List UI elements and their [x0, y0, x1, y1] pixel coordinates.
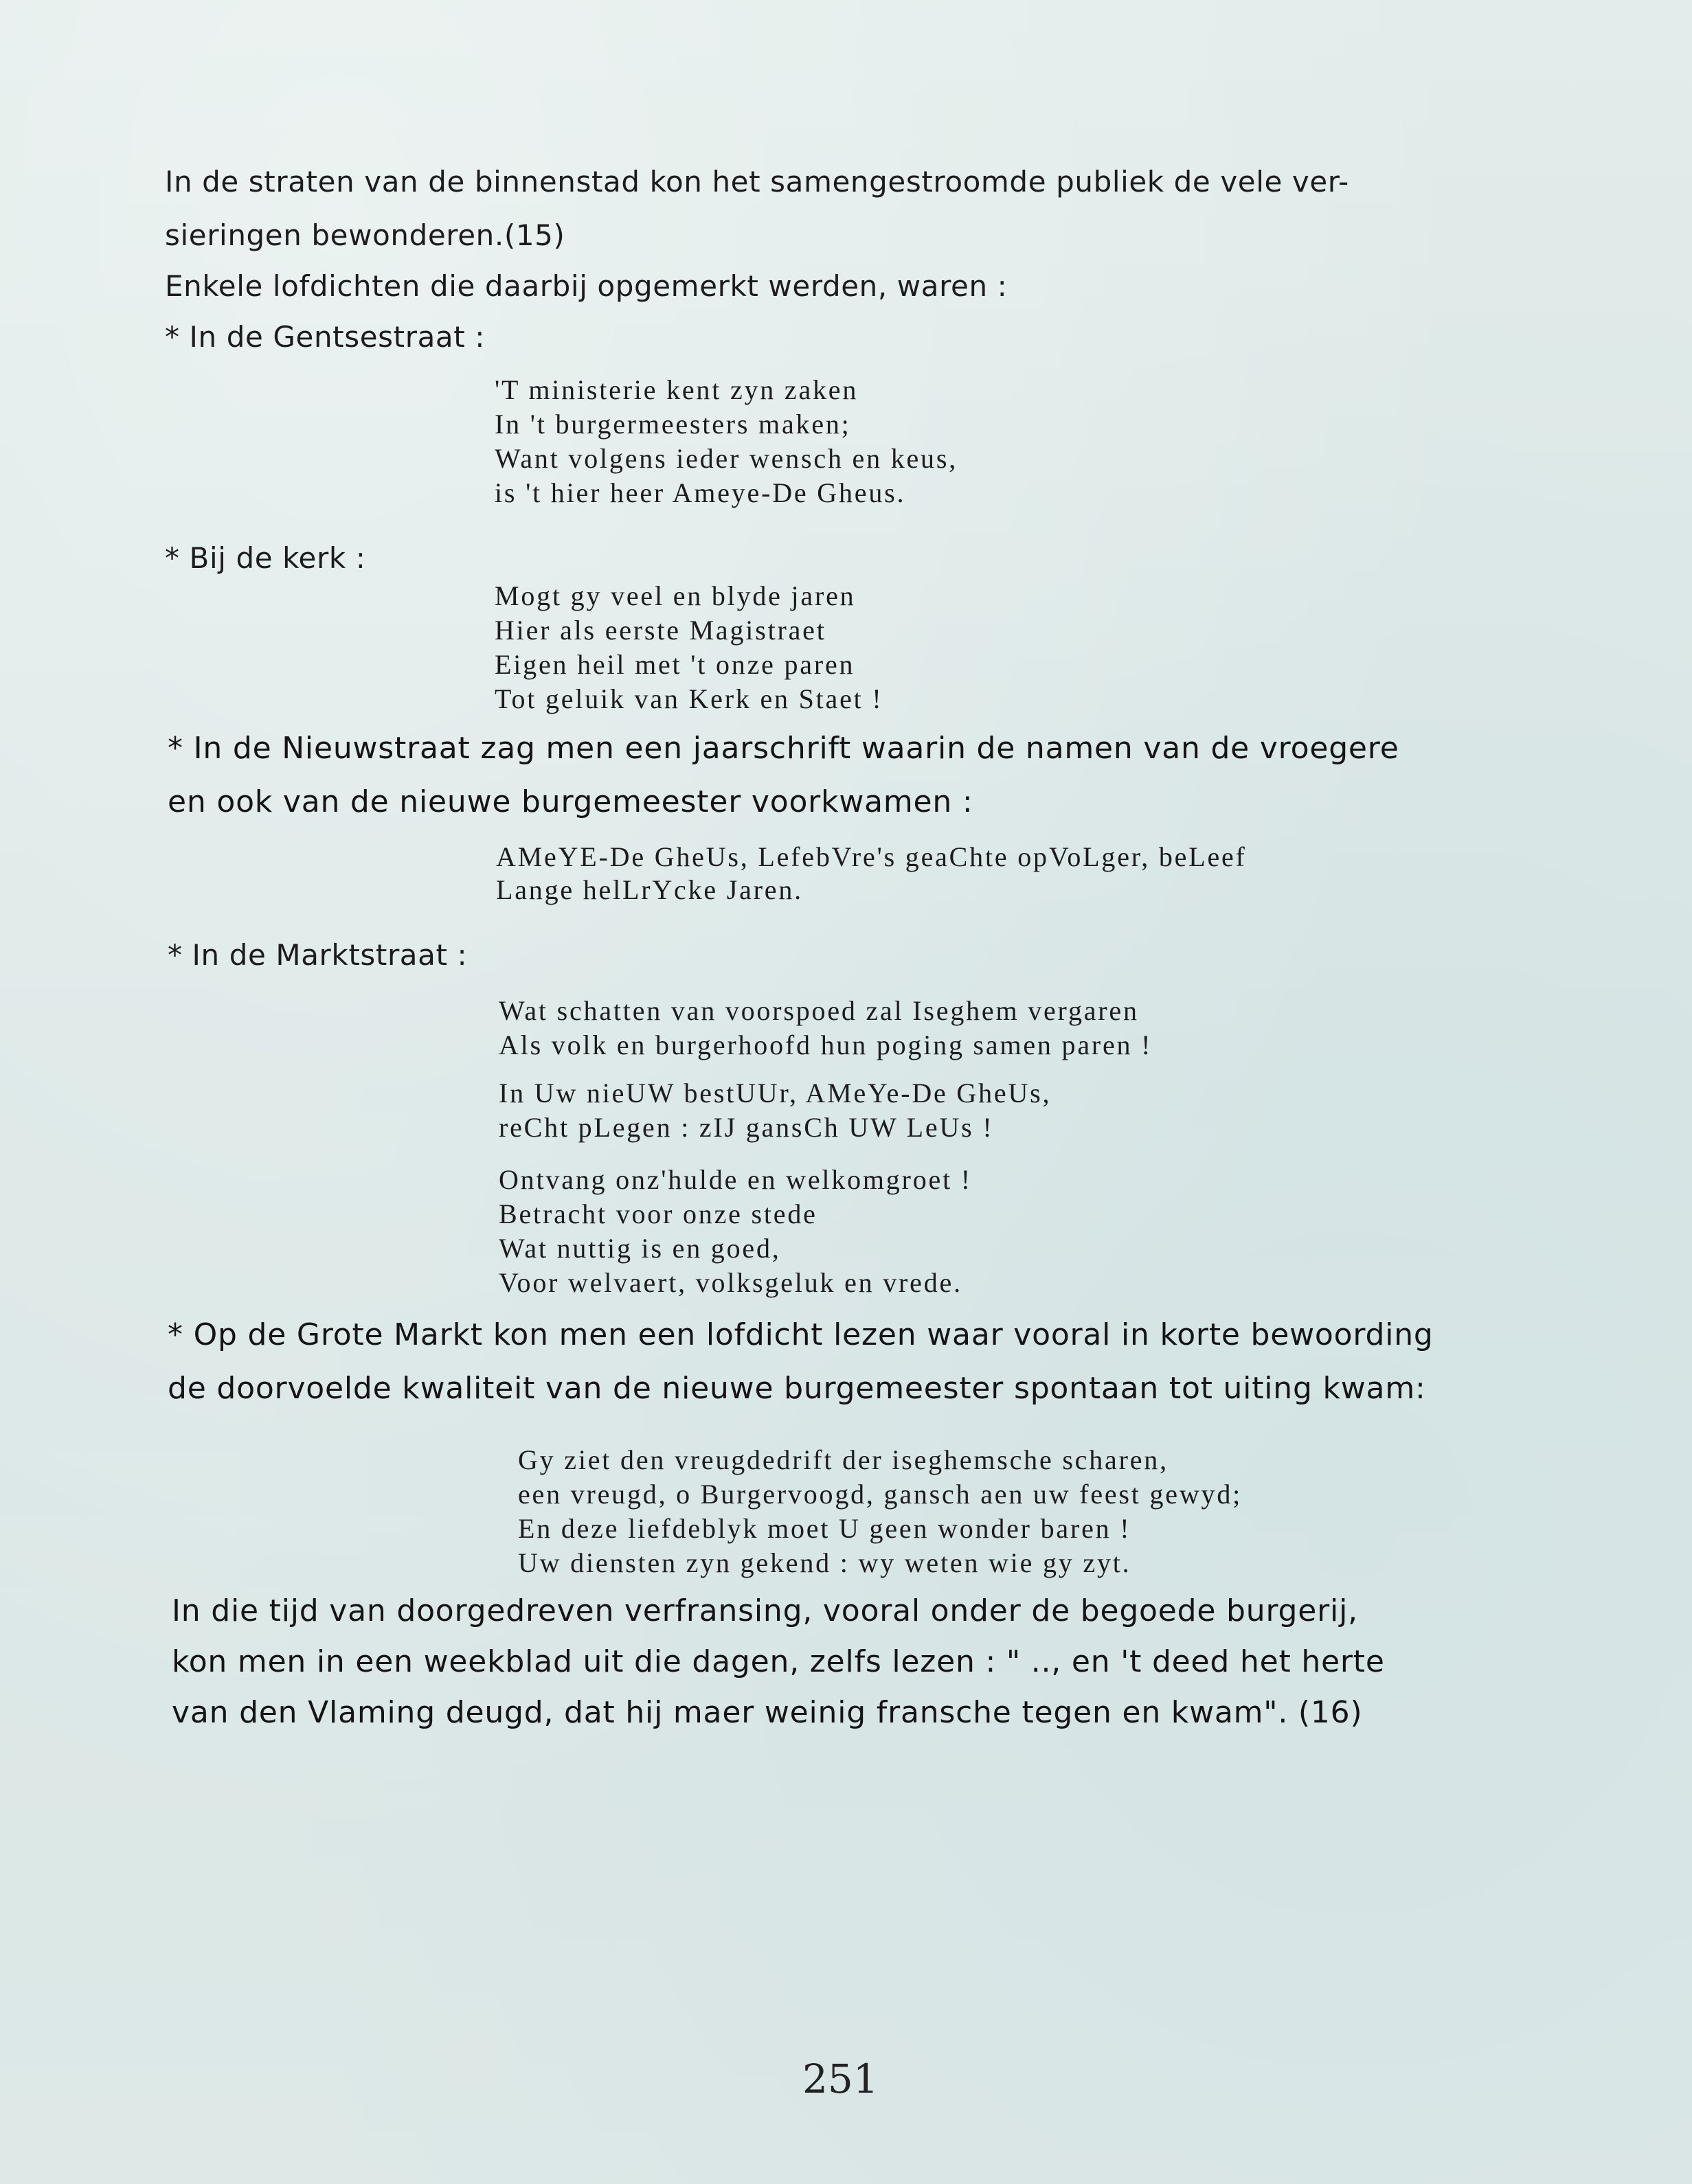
section-grote-markt-heading-line-1: * Op de Grote Markt kon men een lofdicht lezen waar vooral in korte bewoording — [168, 1317, 1434, 1352]
verse-line: Hier als eerste Magistraet — [495, 615, 826, 646]
intro-line-3: Enkele lofdichten die daarbij opgemerkt werden, waren : — [165, 269, 1008, 303]
chronogram-line: In Uw nieUW bestUUr, AMeYe-De GheUs, — [499, 1078, 1052, 1108]
verse-line: Voor welvaert, volksgeluk en vrede. — [499, 1267, 962, 1298]
section-nieuwstraat-heading-line-1: * In de Nieuwstraat zag men een jaarschrift waarin de namen van de vroegere — [168, 731, 1399, 766]
section-grote-markt-heading-line-2: de doorvoelde kwaliteit van de nieuwe burgemeester spontaan tot uiting kwam: — [168, 1371, 1426, 1406]
verse-line: En deze liefdeblyk moet U geen wonder baren ! — [518, 1513, 1131, 1544]
verse-line: Eigen heil met 't onze paren — [495, 649, 855, 680]
chronogram-line: Lange helLrYcke Jaren. — [496, 874, 803, 905]
verse-line: is 't hier heer Ameye-De Gheus. — [495, 477, 906, 508]
intro-line-1: In de straten van de binnenstad kon het samengestroomde publiek de vele ver- — [165, 165, 1349, 198]
closing-line-3: van den Vlaming deugd, dat hij maer weinig fransche tegen en kwam". (16) — [172, 1695, 1363, 1730]
closing-line-2: kon men in een weekblad uit die dagen, zelfs lezen : " .., en 't deed het herte — [172, 1644, 1385, 1679]
intro-line-2: sieringen bewonderen.(15) — [165, 218, 565, 252]
closing-line-1: In die tijd van doorgedreven verfransing, vooral onder de begoede burgerij, — [172, 1593, 1358, 1628]
page-number: 251 — [802, 2056, 879, 2102]
chronogram-line: reCht pLegen : zIJ gansCh UW LeUs ! — [499, 1112, 994, 1143]
section-nieuwstraat-heading-line-2: en ook van de nieuwe burgemeester voorkwamen : — [168, 784, 973, 819]
verse-line: Uw diensten zyn gekend : wy weten wie gy zyt. — [518, 1547, 1131, 1578]
verse-line: Ontvang onz'hulde en welkomgroet ! — [499, 1164, 972, 1195]
verse-line: 'T ministerie kent zyn zaken — [495, 374, 859, 405]
section-marktstraat-heading: * In de Marktstraat : — [168, 938, 468, 972]
verse-line: Als volk en burgerhoofd hun poging samen paren ! — [499, 1030, 1153, 1060]
verse-line: In 't burgermeesters maken; — [495, 409, 851, 440]
section-gentsestraat-heading: * In de Gentsestraat : — [165, 320, 486, 354]
verse-line: Wat nuttig is en goed, — [499, 1233, 781, 1264]
verse-line: Tot geluik van Kerk en Staet ! — [495, 683, 883, 714]
verse-line: Mogt gy veel en blyde jaren — [495, 580, 856, 611]
verse-line: Wat schatten van voorspoed zal Iseghem vergaren — [499, 995, 1139, 1026]
verse-line: een vreugd, o Burgervoogd, gansch aen uw feest gewyd; — [518, 1479, 1243, 1510]
verse-line: Want volgens ieder wensch en keus, — [495, 443, 958, 474]
section-kerk-heading: * Bij de kerk : — [165, 541, 366, 575]
verse-line: Betracht voor onze stede — [499, 1198, 817, 1229]
verse-line: Gy ziet den vreugdedrift der iseghemsche scharen, — [518, 1444, 1169, 1475]
chronogram-line: AMeYE-De GheUs, LefebVre's geaChte opVoLger, beLeef — [496, 841, 1247, 872]
